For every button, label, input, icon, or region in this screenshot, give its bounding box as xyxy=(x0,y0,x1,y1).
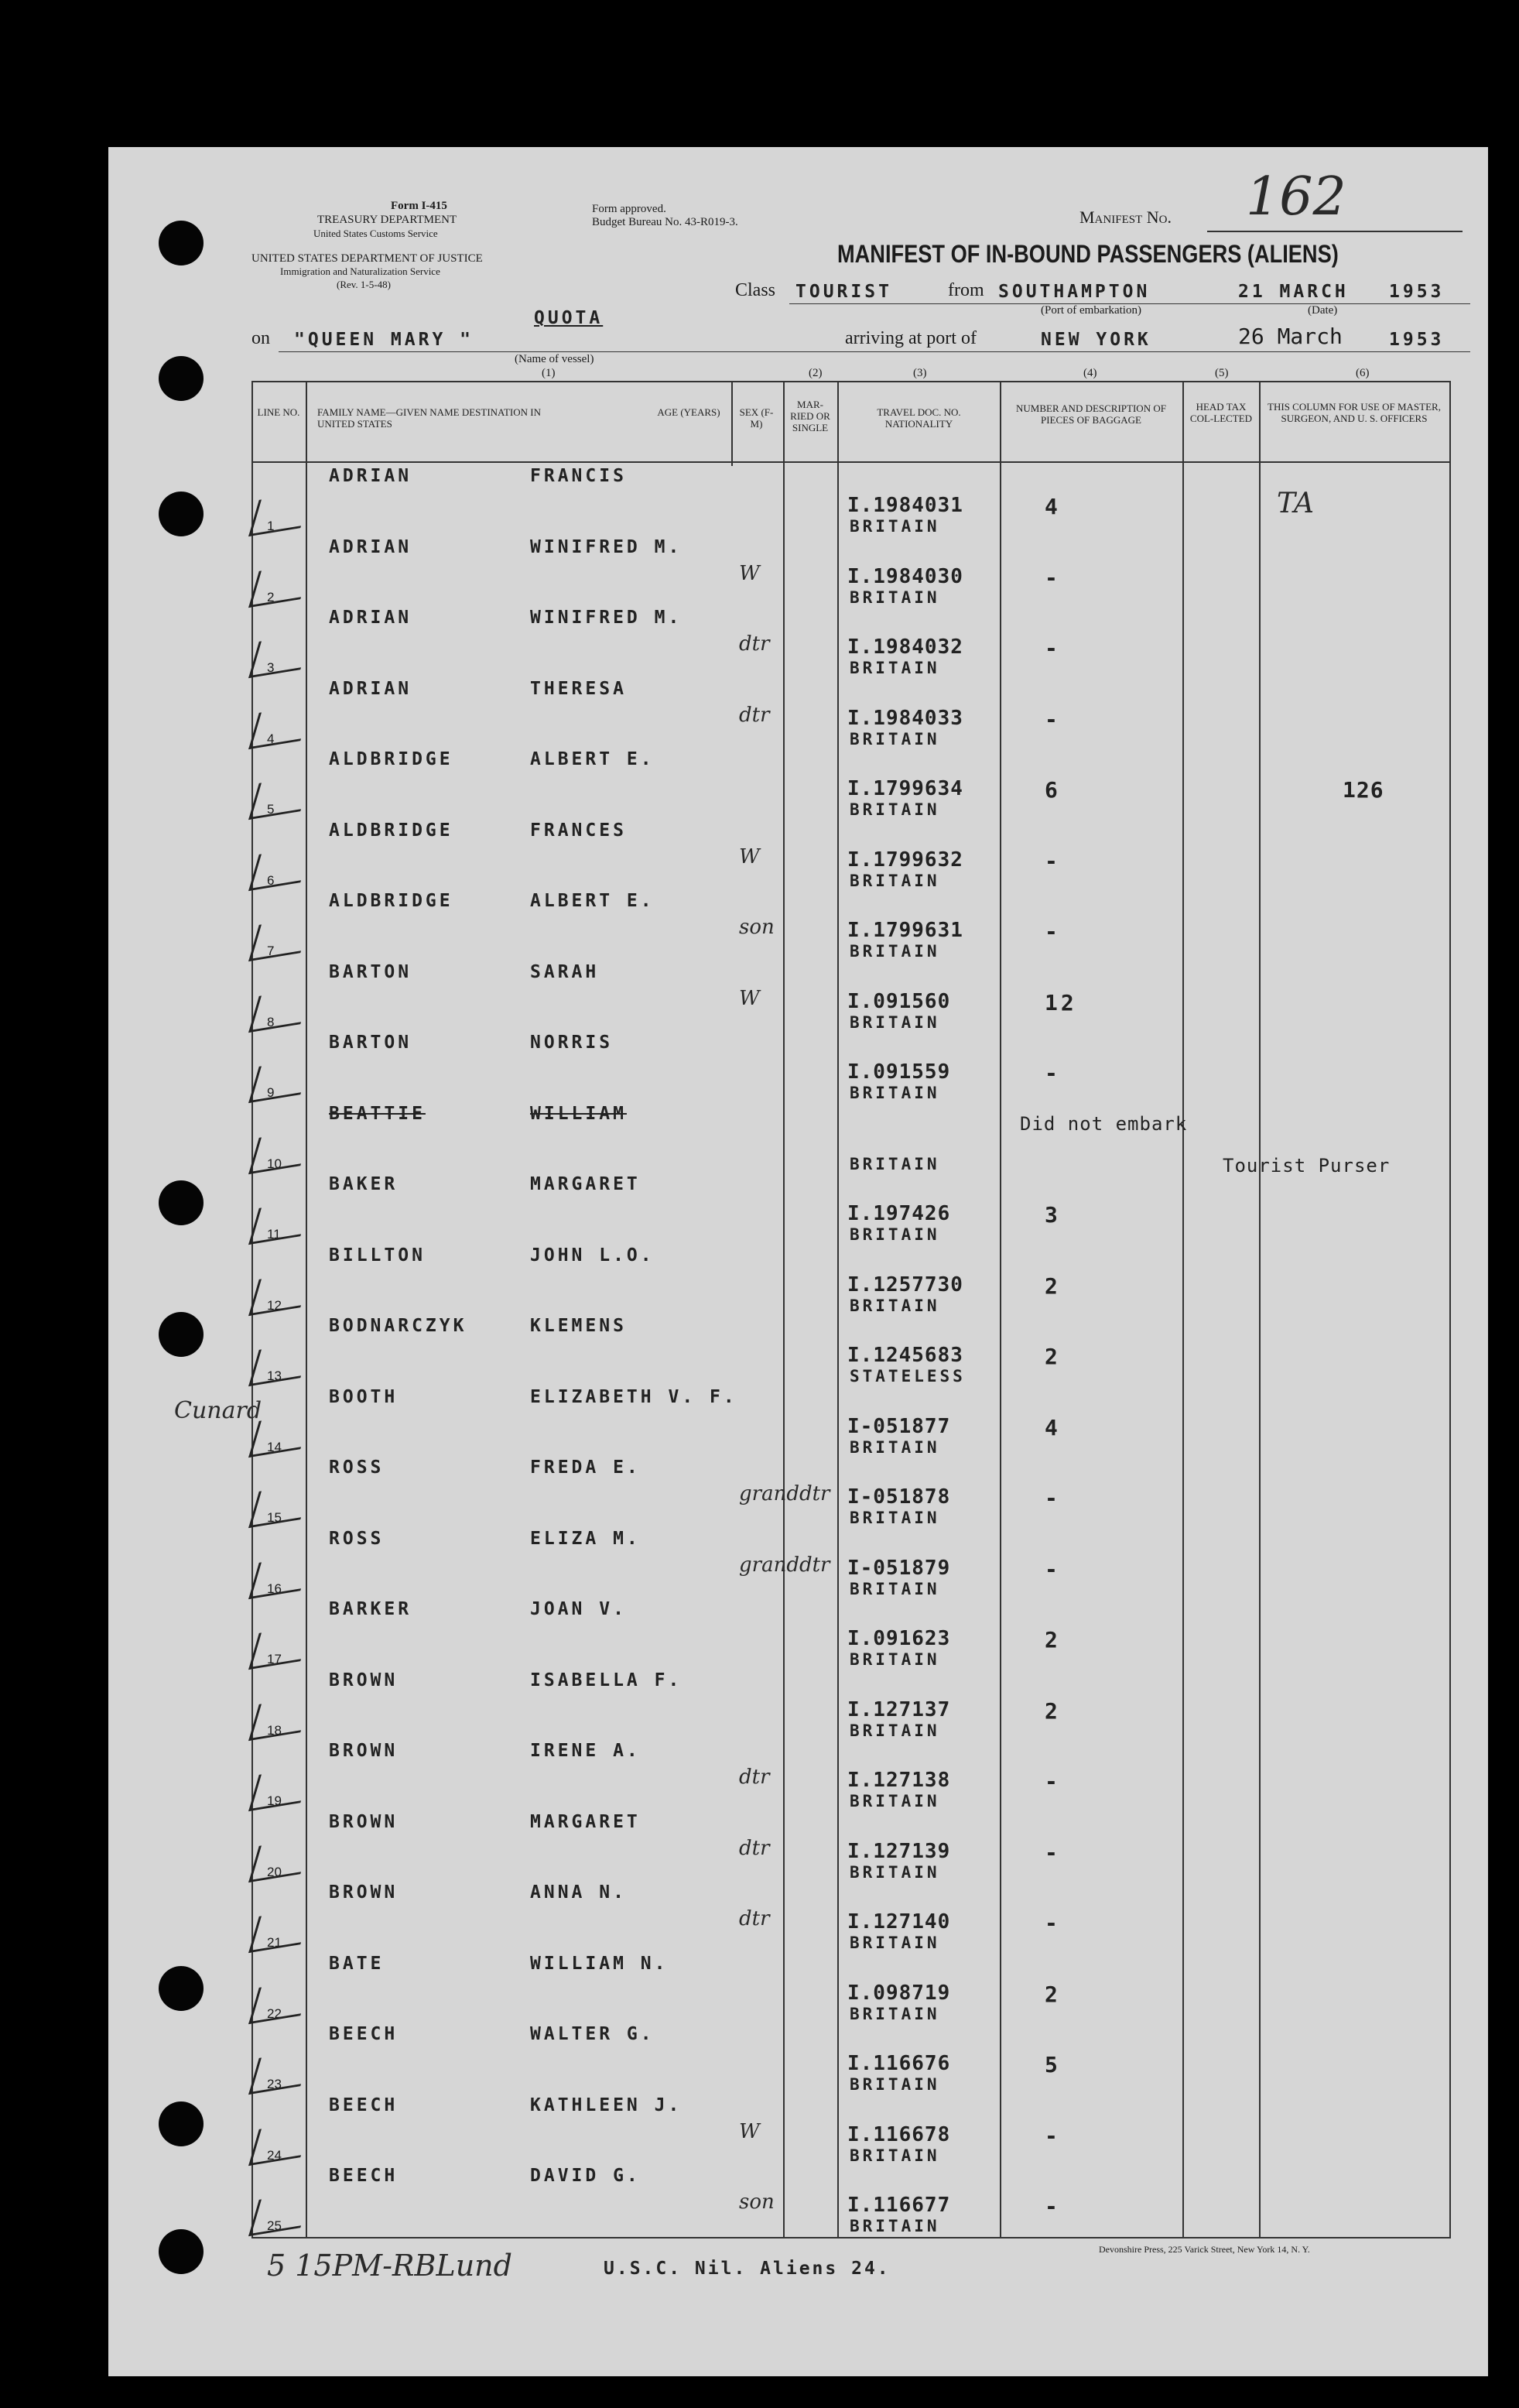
baggage-count: - xyxy=(1045,1769,1061,1794)
class-value: TOURIST xyxy=(795,282,892,302)
baggage-count: - xyxy=(1045,919,1061,944)
passenger-given-name: FRANCES xyxy=(530,820,627,841)
embarkation-year: 1953 xyxy=(1389,282,1445,302)
footer-typed: U.S.C. Nil. Aliens 24. xyxy=(604,2259,891,2279)
table-border-right xyxy=(1449,381,1451,2238)
passenger-family-name: BROWN xyxy=(329,1882,399,1903)
line-number: 1 xyxy=(267,519,275,533)
colnum-6: (6) xyxy=(1356,367,1370,379)
passenger-family-name: ADRIAN xyxy=(329,536,412,557)
form-revision: (Rev. 1-5-48) xyxy=(337,279,391,290)
on-label: on xyxy=(251,328,270,348)
nationality: BRITAIN xyxy=(850,800,940,819)
passenger-given-name: JOAN V. xyxy=(530,1599,627,1619)
passenger-family-name: ADRIAN xyxy=(329,678,412,699)
footer-handwritten: 5 15PM-RBLund xyxy=(267,2249,512,2283)
passenger-family-name: BEECH xyxy=(329,2095,399,2115)
baggage-count: 2 xyxy=(1045,1697,1061,1724)
baggage-count: 2 xyxy=(1045,1273,1061,1299)
baggage-count: - xyxy=(1045,2194,1061,2219)
sex-relation-note: W xyxy=(739,986,760,1010)
passenger-family-name: BARTON xyxy=(329,1033,412,1053)
travel-doc-number: I.1257730 xyxy=(847,1273,963,1296)
colnum-3: (3) xyxy=(913,367,927,379)
passenger-given-name: THERESA xyxy=(530,678,627,699)
sex-relation-note: son xyxy=(739,916,775,939)
nationality: BRITAIN xyxy=(850,1721,940,1740)
line-number: 20 xyxy=(267,1864,282,1879)
form-customs: United States Customs Service xyxy=(313,228,438,239)
travel-doc-number: I.116678 xyxy=(847,2122,951,2146)
vessel-caption: (Name of vessel) xyxy=(515,353,594,365)
form-approved: Form approved. xyxy=(592,203,666,215)
line-number: 23 xyxy=(267,2077,282,2091)
line-number: 22 xyxy=(267,2006,282,2021)
line-number: 18 xyxy=(267,1722,282,1738)
nationality: BRITAIN xyxy=(850,1012,940,1032)
nationality: BRITAIN xyxy=(850,587,940,607)
col-divider xyxy=(783,381,785,2238)
passenger-given-name: ELIZABETH V. F. xyxy=(530,1386,737,1407)
manifest-title: MANIFEST OF IN-BOUND PASSENGERS (ALIENS) xyxy=(837,240,1339,268)
baggage-count: - xyxy=(1045,1839,1061,1865)
baggage-count: - xyxy=(1045,1910,1061,1936)
arrival-year: 1953 xyxy=(1389,330,1445,350)
line-number: 7 xyxy=(267,944,275,958)
passenger-given-name: KATHLEEN J. xyxy=(530,2095,683,2115)
passenger-given-name: ELIZA M. xyxy=(530,1528,641,1549)
travel-doc-number: I-051879 xyxy=(847,1556,951,1580)
punch-hole xyxy=(159,492,204,536)
travel-doc-number: I.1984031 xyxy=(847,494,963,517)
class-label: Class xyxy=(735,280,776,300)
header-travel-doc: TRAVEL DOC. NO. NATIONALITY xyxy=(877,406,961,430)
col-divider xyxy=(1259,381,1261,2238)
colnum-5: (5) xyxy=(1215,367,1229,379)
travel-doc-number: I.1245683 xyxy=(847,1344,963,1367)
baggage-count: - xyxy=(1045,1060,1061,1086)
baggage-count: 5 xyxy=(1045,2052,1061,2077)
passenger-given-name: ALBERT E. xyxy=(530,749,655,769)
from-label: from xyxy=(948,280,984,300)
passenger-given-name: WILLIAM xyxy=(530,1103,627,1124)
budget-bureau: Budget Bureau No. 43-R019-3. xyxy=(592,216,738,228)
nationality: BRITAIN xyxy=(850,1225,940,1244)
line-number: 13 xyxy=(267,1368,282,1383)
passenger-family-name: ADRIAN xyxy=(329,466,412,486)
punch-hole xyxy=(159,356,204,401)
line-number: 16 xyxy=(267,1581,282,1596)
passenger-given-name: KLEMENS xyxy=(530,1316,627,1336)
punch-hole xyxy=(159,221,204,265)
line-number: 11 xyxy=(267,1227,281,1242)
form-ins: Immigration and Naturalization Service xyxy=(280,265,440,277)
punch-hole xyxy=(159,1312,204,1357)
sex-relation-note: son xyxy=(739,2190,775,2214)
baggage-count: - xyxy=(1045,848,1061,874)
passenger-family-name: ALDBRIDGE xyxy=(329,820,453,841)
nationality: BRITAIN xyxy=(850,1437,940,1457)
line-number: 14 xyxy=(267,1439,282,1454)
passenger-family-name: BEATTIE xyxy=(329,1103,426,1124)
passenger-given-name: FREDA E. xyxy=(530,1457,641,1478)
nationality: BRITAIN xyxy=(850,659,940,677)
colnum-4: (4) xyxy=(1083,367,1097,379)
officer-note: TA xyxy=(1277,488,1315,519)
header-sex: SEX (F-M) xyxy=(739,406,774,430)
line-number: 24 xyxy=(267,2147,282,2163)
travel-doc-number: I.127138 xyxy=(847,1769,951,1792)
arrival-date: 26 March xyxy=(1238,324,1343,349)
vessel-name: "QUEEN MARY " xyxy=(294,330,474,350)
passenger-given-name: WILLIAM N. xyxy=(530,1953,669,1974)
passenger-family-name: BEECH xyxy=(329,2166,399,2186)
sex-relation-note: dtr xyxy=(739,703,770,727)
officer-note: Tourist Purser xyxy=(1223,1154,1391,1177)
col-divider xyxy=(1000,381,1001,2238)
baggage-count: - xyxy=(1045,1485,1061,1511)
header-line-no: LINE NO. xyxy=(257,406,300,418)
sex-relation-note: W xyxy=(739,561,760,585)
col-divider xyxy=(1182,381,1184,2238)
line-number: 3 xyxy=(267,660,275,675)
manifest-no-rule xyxy=(1207,231,1463,232)
sex-relation-note: W xyxy=(739,844,760,868)
passenger-family-name: BROWN xyxy=(329,1741,399,1761)
baggage-count: 2 xyxy=(1045,1627,1061,1653)
passenger-given-name: ANNA N. xyxy=(530,1882,627,1903)
passenger-given-name: NORRIS xyxy=(530,1033,614,1053)
line-number: 6 xyxy=(267,872,275,888)
header-baggage: NUMBER AND DESCRIPTION OF PIECES OF BAGGAGE xyxy=(1016,402,1166,426)
line-number: 25 xyxy=(267,2218,282,2233)
passenger-family-name: BATE xyxy=(329,1953,385,1974)
passenger-given-name: WINIFRED M. xyxy=(530,608,683,628)
sex-relation-note: dtr xyxy=(739,1766,770,1789)
nationality: BRITAIN xyxy=(850,1934,940,1952)
travel-doc-number: I.127139 xyxy=(847,1839,951,1863)
passenger-family-name: BAKER xyxy=(329,1174,399,1194)
passenger-family-name: ROSS xyxy=(329,1457,385,1478)
sex-relation-note: W xyxy=(739,2119,760,2143)
travel-doc-number: I.116677 xyxy=(847,2194,951,2217)
passenger-family-name: ALDBRIDGE xyxy=(329,891,453,911)
nationality: BRITAIN xyxy=(850,1154,940,1173)
travel-doc-number: I.091559 xyxy=(847,1060,951,1084)
embarkation-port: SOUTHAMPTON xyxy=(998,282,1151,302)
header-married: MAR-RIED OR SINGLE xyxy=(790,399,830,433)
form-number: Form I-415 xyxy=(391,200,447,212)
travel-doc-number: I.1984033 xyxy=(847,706,963,730)
nationality: BRITAIN xyxy=(850,942,940,961)
passenger-family-name: BOOTH xyxy=(329,1386,399,1407)
passenger-given-name: MARGARET xyxy=(530,1811,641,1832)
passenger-given-name: MARGARET xyxy=(530,1174,641,1194)
sex-relation-note: dtr xyxy=(739,1836,770,1860)
form-department: TREASURY DEPARTMENT xyxy=(317,214,457,226)
travel-doc-number: I.098719 xyxy=(847,1981,951,2005)
line-number: 10 xyxy=(267,1156,282,1171)
vessel-rule xyxy=(279,351,1470,352)
punch-hole xyxy=(159,2229,204,2274)
travel-doc-number: I.1984032 xyxy=(847,635,963,659)
travel-doc-number: I.116676 xyxy=(847,2052,951,2075)
passenger-given-name: FRANCIS xyxy=(530,466,627,486)
nationality: BRITAIN xyxy=(850,2146,940,2165)
passenger-given-name: IRENE A. xyxy=(530,1741,641,1761)
punch-hole xyxy=(159,2101,204,2146)
line-number: 12 xyxy=(267,1297,282,1313)
line-number: 4 xyxy=(267,731,275,746)
baggage-count: - xyxy=(1045,706,1061,732)
passenger-family-name: BODNARCZYK xyxy=(329,1316,467,1336)
nationality: STATELESS xyxy=(850,1367,966,1386)
arrival-port: NEW YORK xyxy=(1041,330,1151,350)
manifest-number: 162 xyxy=(1246,166,1346,228)
baggage-count: 3 xyxy=(1045,1202,1061,1228)
nationality: BRITAIN xyxy=(850,1296,940,1315)
nationality: BRITAIN xyxy=(850,871,940,890)
travel-doc-number: I.127137 xyxy=(847,1697,951,1721)
embarkation-date: 21 MARCH xyxy=(1238,282,1349,302)
header-officers: THIS COLUMN FOR USE OF MASTER, SURGEON, AND U. S. OFFICERS xyxy=(1268,401,1441,424)
punch-hole xyxy=(159,1966,204,2011)
header-name: FAMILY NAME—GIVEN NAME DESTINATION IN UNITED STATES xyxy=(317,406,542,430)
travel-doc-number: I.091560 xyxy=(847,989,951,1013)
header-age: AGE (YEARS) xyxy=(657,406,720,418)
travel-doc-number: I-051878 xyxy=(847,1485,951,1509)
table-header-rule xyxy=(251,461,1451,463)
baggage-count: - xyxy=(1045,1556,1061,1582)
passenger-given-name: ISABELLA F. xyxy=(530,1670,683,1690)
passenger-given-name: ALBERT E. xyxy=(530,891,655,911)
nationality: BRITAIN xyxy=(850,1579,940,1598)
colnum-2: (2) xyxy=(809,367,823,379)
travel-doc-number: I.127140 xyxy=(847,1910,951,1934)
col-divider xyxy=(306,381,307,2238)
line-number: 5 xyxy=(267,802,275,817)
passenger-family-name: BROWN xyxy=(329,1670,399,1690)
passenger-family-name: BILLTON xyxy=(329,1245,426,1266)
nationality: BRITAIN xyxy=(850,729,940,748)
passenger-given-name: DAVID G. xyxy=(530,2166,641,2186)
baggage-count: - xyxy=(1045,635,1061,661)
header-head-tax: HEAD TAX COL-LECTED xyxy=(1189,401,1253,424)
line-number: 15 xyxy=(267,1510,282,1525)
printer-imprint: Devonshire Press, 225 Varick Street, New York 14, N. Y. xyxy=(1099,2244,1310,2255)
nationality: BRITAIN xyxy=(850,2004,940,2023)
baggage-count: 2 xyxy=(1045,1344,1061,1369)
nationality: BRITAIN xyxy=(850,1084,940,1102)
baggage-count: Did not embark xyxy=(1020,1112,1188,1135)
passenger-family-name: BEECH xyxy=(329,2024,399,2044)
travel-doc-number: I.1799634 xyxy=(847,777,963,800)
passenger-family-name: ADRIAN xyxy=(329,608,412,628)
margin-note: Cunard xyxy=(174,1397,262,1424)
passenger-given-name: WALTER G. xyxy=(530,2024,655,2044)
passenger-given-name: WINIFRED M. xyxy=(530,536,683,557)
line-number: 21 xyxy=(267,1935,282,1950)
port-caption: (Port of embarkation) xyxy=(1041,304,1141,317)
nationality: BRITAIN xyxy=(850,1650,940,1669)
line-number: 17 xyxy=(267,1652,282,1666)
travel-doc-number: I.1799631 xyxy=(847,919,963,942)
nationality: BRITAIN xyxy=(850,2075,940,2094)
nationality: BRITAIN xyxy=(850,1792,940,1810)
colnum-1: (1) xyxy=(542,367,556,379)
table-bottom-rule xyxy=(251,2237,1451,2238)
travel-doc-number: I.197426 xyxy=(847,1202,951,1225)
sex-relation-note: granddtr xyxy=(739,1553,830,1577)
nationality: BRITAIN xyxy=(850,2217,940,2235)
col-divider xyxy=(837,381,839,2238)
sex-relation-note: granddtr xyxy=(739,1482,830,1505)
baggage-count: 12 xyxy=(1045,989,1077,1016)
travel-doc-number: I.091623 xyxy=(847,1627,951,1650)
baggage-count: - xyxy=(1045,2122,1061,2149)
sex-relation-note: dtr xyxy=(739,1907,770,1930)
manifest-page xyxy=(108,147,1488,2376)
nationality: BRITAIN xyxy=(850,517,940,536)
line-number: 9 xyxy=(267,1085,275,1100)
passenger-family-name: BROWN xyxy=(329,1811,399,1832)
officer-note: 126 xyxy=(1343,777,1384,803)
passenger-given-name: JOHN L.O. xyxy=(530,1245,655,1266)
passenger-family-name: BARTON xyxy=(329,961,412,982)
col-divider xyxy=(731,381,733,466)
baggage-count: 4 xyxy=(1045,1414,1061,1440)
punch-hole xyxy=(159,1180,204,1225)
passenger-family-name: ALDBRIDGE xyxy=(329,749,453,769)
line-number: 19 xyxy=(267,1793,282,1808)
travel-doc-number: I.1799632 xyxy=(847,848,963,872)
baggage-count: - xyxy=(1045,564,1061,591)
baggage-count: 6 xyxy=(1045,777,1061,803)
travel-doc-number: I-051877 xyxy=(847,1414,951,1438)
passenger-family-name: BARKER xyxy=(329,1599,412,1619)
baggage-count: 4 xyxy=(1045,494,1061,519)
date-caption: (Date) xyxy=(1308,304,1338,317)
form-justice: UNITED STATES DEPARTMENT OF JUSTICE xyxy=(251,252,483,265)
quota-label: QUOTA xyxy=(534,308,604,328)
nationality: BRITAIN xyxy=(850,1509,940,1527)
arriving-label: arriving at port of xyxy=(845,328,977,348)
sex-relation-note: dtr xyxy=(739,632,770,656)
line-number: 8 xyxy=(267,1014,275,1029)
line-number: 2 xyxy=(267,589,275,605)
passenger-family-name: ROSS xyxy=(329,1528,385,1549)
travel-doc-number: I.1984030 xyxy=(847,564,963,588)
table-top-rule xyxy=(251,381,1451,382)
baggage-count: 2 xyxy=(1045,1981,1061,2007)
manifest-no-label: Manifest No. xyxy=(1079,207,1172,227)
nationality: BRITAIN xyxy=(850,1862,940,1882)
passenger-given-name: SARAH xyxy=(530,961,600,982)
